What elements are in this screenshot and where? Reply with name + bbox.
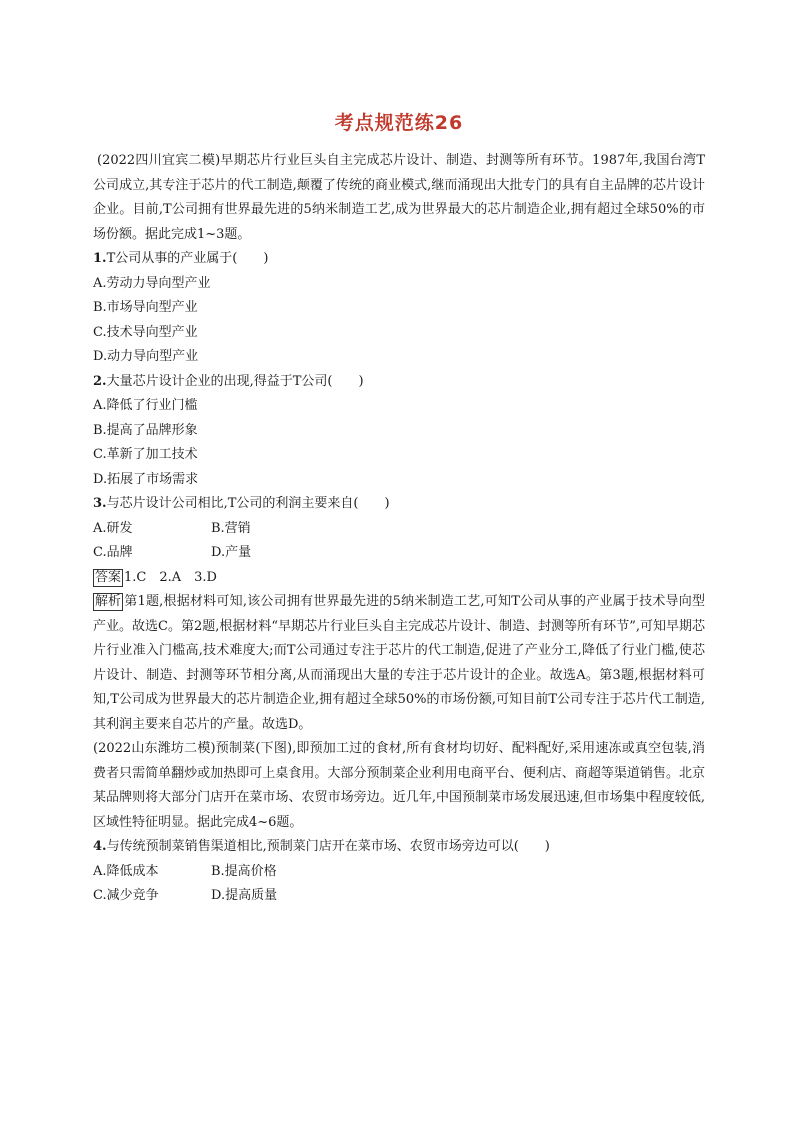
question-4-options-row-1 <box>93 860 705 885</box>
question-2-option-a: A.降低了行业门槛 <box>93 398 198 413</box>
answer-line <box>93 566 705 591</box>
question-1-number: 1. <box>93 251 107 266</box>
question-3-options-row-1 <box>93 517 705 542</box>
question-2-option-b: B.提高了品牌形象 <box>93 422 198 438</box>
question-1-stem: T公司从事的产业属于( ) <box>106 251 269 266</box>
question-3-option-d: D.产量 <box>211 545 252 560</box>
question-4 <box>93 835 705 860</box>
question-1 <box>93 247 705 272</box>
question-3 <box>93 492 705 517</box>
analysis-tag: 解析 <box>95 594 122 609</box>
question-4-option-d: D.提高质量 <box>211 888 278 903</box>
answer-tag: 答案 <box>95 569 122 585</box>
page-title: 考点规范练26 <box>334 112 464 134</box>
question-3-stem: 与芯片设计公司相比,T公司的利润主要来自( ) <box>106 496 390 511</box>
question-2-option-c: C.革新了加工技术 <box>93 447 198 462</box>
answer-text: 1.C 2.A 3.D <box>124 569 217 585</box>
document-page <box>93 100 705 909</box>
question-3-number: 3. <box>93 496 107 511</box>
question-3-option-a: A.研发 <box>93 520 133 536</box>
question-1-option-b: B.市场导向型产业 <box>93 300 198 315</box>
question-2-stem: 大量芯片设计企业的出现,得益于T公司( ) <box>106 373 364 389</box>
question-4-number: 4. <box>93 839 107 854</box>
question-3-option-c: C.品牌 <box>93 545 133 560</box>
question-3-options-row-2 <box>93 541 705 566</box>
question-1-option-a: A.劳动力导向型产业 <box>93 275 211 291</box>
question-2-option-d: D.拓展了市场需求 <box>93 471 199 487</box>
question-4-option-b: B.提高价格 <box>211 863 277 879</box>
passage-1: (2022四川宜宾二模)早期芯片行业巨头自主完成芯片设计、制造、封测等所有环节。1987年,我国台湾T公司成立,其专注于芯片的代工制造,颠覆了传统的商业模式,继而涌现出大批专门的具有自主品牌的芯片设计企业。目前,T公司拥有世界最先进的5纳米制造工艺,成为世界最大的芯片制造企业,拥有超过全球50%的市场份额。据此完成1~3题。 <box>93 153 705 242</box>
analysis-text: 第1题,根据材料可知,该公司拥有世界最先进的5纳米制造工艺,可知T公司从事的产业属于技术导向型产业。故选C。第2题,根据材料“早期芯片行业巨头自主完成芯片设计、制造、封测等所有环节”,可知早期芯片行业准入门槛高,技术难度大;而T公司通过专注于芯片的代工制造,促进了产业分工,降低了行业门槛,使芯片设计、制造、封测等环节相分离,从而涌现出大量的专注于芯片设计的企业。故选A。第3题,根据材料可知,T公司成为世界最大的芯片制造企业,拥有超过全球50%的市场份额,可知目前T公司专注于芯片代工制造,其利润主要来自芯片的产量。故选D。 <box>93 594 705 732</box>
passage-2: (2022山东潍坊二模)预制菜(下图),即预加工过的食材,所有食材均切好、配料配好,采用速冻或真空包装,消费者只需简单翻炒或加热即可上桌食用。大部分预制菜企业利用电商平台、便利店、商超等渠道销售。北京某品牌则将大部分门店开在菜市场、农贸市场旁边。近几年,中国预制菜市场发展迅速,但市场集中程度较低,区域性特征明显。据此完成4~6题。 <box>93 741 705 830</box>
question-2-number: 2. <box>93 373 107 389</box>
question-2 <box>93 370 705 395</box>
question-4-option-c: C.减少竞争 <box>93 888 159 903</box>
question-1-option-d: D.动力导向型产业 <box>93 349 199 364</box>
question-4-option-a: A.降低成本 <box>93 863 159 879</box>
question-4-options-row-2 <box>93 884 705 909</box>
analysis-paragraph <box>93 590 705 737</box>
question-3-option-b: B.营销 <box>211 520 251 536</box>
question-1-option-c: C.技术导向型产业 <box>93 324 198 340</box>
question-4-stem: 与传统预制菜销售渠道相比,预制菜门店开在菜市场、农贸市场旁边可以( ) <box>106 839 550 854</box>
